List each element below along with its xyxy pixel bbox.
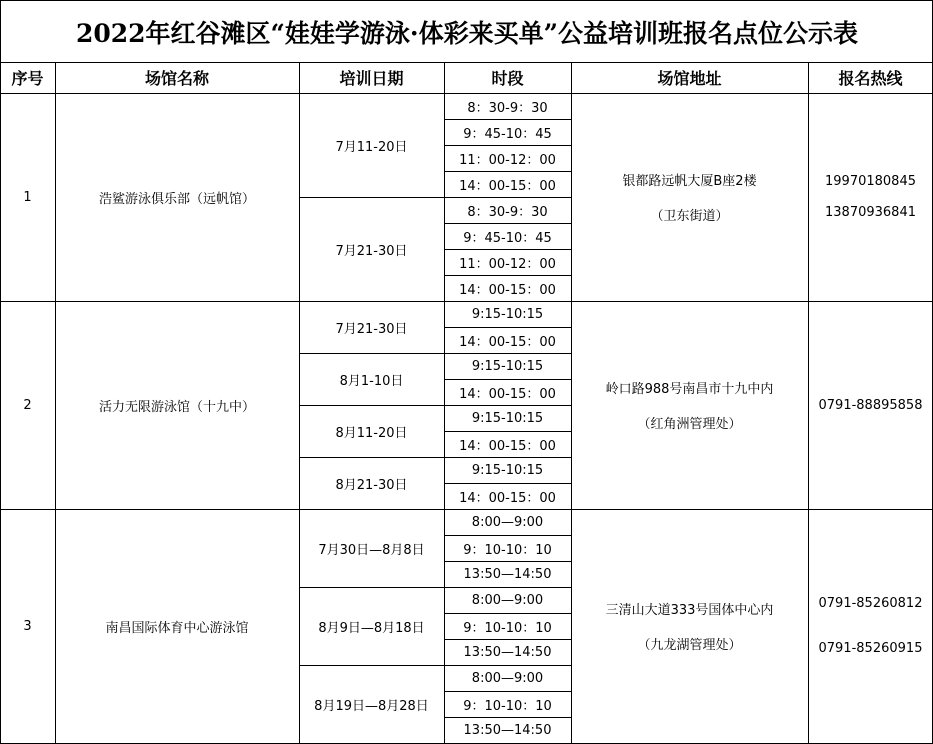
time-slot: 9：45-10：45 bbox=[463, 126, 552, 142]
header-address: 场馆地址 bbox=[657, 69, 722, 88]
time-slot: 13:50—14:50 bbox=[463, 722, 552, 738]
venue-name: 活力无限游泳馆（十九中） bbox=[98, 399, 255, 415]
time-slot: 8:00—9:00 bbox=[471, 670, 544, 686]
time-slot: 11：00-12：00 bbox=[459, 152, 556, 168]
venue-address-line-2: （红角洲管理处） bbox=[637, 417, 742, 432]
training-date: 8月1-10日 bbox=[339, 373, 404, 389]
time-slot: 8：30-9：30 bbox=[467, 204, 548, 220]
hotline-line-1: 19970180845 bbox=[825, 174, 916, 189]
hotline-line-1: 0791-88895858 bbox=[818, 397, 923, 413]
time-slot: 8：30-9：30 bbox=[467, 100, 548, 116]
grid-line bbox=[0, 62, 1, 743]
header-hotline: 报名热线 bbox=[838, 69, 903, 88]
time-slot: 9：10-10：10 bbox=[463, 698, 552, 714]
venue-address bbox=[571, 509, 808, 743]
time-slot: 9:15-10:15 bbox=[471, 462, 544, 478]
time-slot: 11：00-12：00 bbox=[459, 256, 556, 272]
training-date: 8月11-20日 bbox=[335, 425, 408, 441]
grid-line bbox=[55, 62, 56, 743]
hotline bbox=[808, 509, 933, 743]
venue-address-line-2: （九龙湖管理处） bbox=[637, 638, 742, 653]
time-slot: 9:15-10:15 bbox=[471, 306, 544, 322]
training-date: 7月21-30日 bbox=[335, 321, 408, 337]
time-slot: 9：45-10：45 bbox=[463, 230, 552, 246]
training-date: 8月21-30日 bbox=[335, 477, 408, 493]
venue-name: 浩鲨游泳俱乐部（远帆馆） bbox=[98, 191, 255, 207]
time-slot: 8:00—9:00 bbox=[471, 514, 544, 530]
time-slot: 14：00-15：00 bbox=[459, 386, 556, 402]
time-slot: 14：00-15：00 bbox=[459, 178, 556, 194]
time-slot: 9:15-10:15 bbox=[471, 358, 544, 374]
venue-name: 南昌国际体育中心游泳馆 bbox=[105, 620, 249, 636]
page-title: 2022年红谷滩区“娃娃学游泳·体彩来买单”公益培训班报名点位公示表 bbox=[0, 0, 933, 62]
venue-address-line-1: 岭口路988号南昌市十九中内 bbox=[605, 382, 774, 397]
header-dates: 培训日期 bbox=[339, 69, 404, 88]
grid-line bbox=[571, 62, 572, 743]
training-date: 7月11-20日 bbox=[335, 139, 408, 155]
grid-line bbox=[299, 62, 300, 743]
venue-address-line-1: 三清山大道333号国体中心内 bbox=[605, 603, 774, 618]
hotline-line-1: 0791-85260812 bbox=[818, 596, 923, 611]
venue-address-line-1: 银都路远帆大厦B座2楼 bbox=[622, 174, 757, 189]
venue-address bbox=[571, 93, 808, 301]
time-slot: 9：10-10：10 bbox=[463, 620, 552, 636]
hotline bbox=[808, 301, 933, 509]
training-date: 8月19日—8月28日 bbox=[314, 698, 429, 714]
time-slot: 14：00-15：00 bbox=[459, 438, 556, 454]
venue-address-line-2: （卫东街道） bbox=[650, 209, 729, 224]
header-venue: 场馆名称 bbox=[144, 69, 209, 88]
hotline bbox=[808, 93, 933, 301]
header-seq: 序号 bbox=[11, 69, 44, 88]
training-date: 8月9日—8月18日 bbox=[318, 620, 425, 636]
venue-address bbox=[571, 301, 808, 509]
header-times: 时段 bbox=[491, 69, 524, 88]
time-slot: 14：00-15：00 bbox=[459, 490, 556, 506]
grid-line bbox=[0, 62, 933, 63]
hotline-line-2: 13870936841 bbox=[825, 205, 916, 220]
seq-cell: 3 bbox=[23, 618, 32, 634]
grid-line bbox=[808, 62, 809, 743]
time-slot: 14：00-15：00 bbox=[459, 334, 556, 350]
seq-cell: 2 bbox=[23, 397, 32, 413]
time-slot: 8:00—9:00 bbox=[471, 592, 544, 608]
hotline-line-2: 0791-85260915 bbox=[818, 641, 923, 656]
grid-line bbox=[444, 62, 445, 743]
time-slot: 14：00-15：00 bbox=[459, 282, 556, 298]
time-slot: 13:50—14:50 bbox=[463, 644, 552, 660]
grid-line bbox=[0, 0, 1, 62]
time-slot: 13:50—14:50 bbox=[463, 566, 552, 582]
training-date: 7月21-30日 bbox=[335, 243, 408, 259]
time-slot: 9：10-10：10 bbox=[463, 542, 552, 558]
training-date: 7月30日—8月8日 bbox=[318, 542, 425, 558]
seq-cell: 1 bbox=[23, 189, 32, 205]
time-slot: 9:15-10:15 bbox=[471, 410, 544, 426]
